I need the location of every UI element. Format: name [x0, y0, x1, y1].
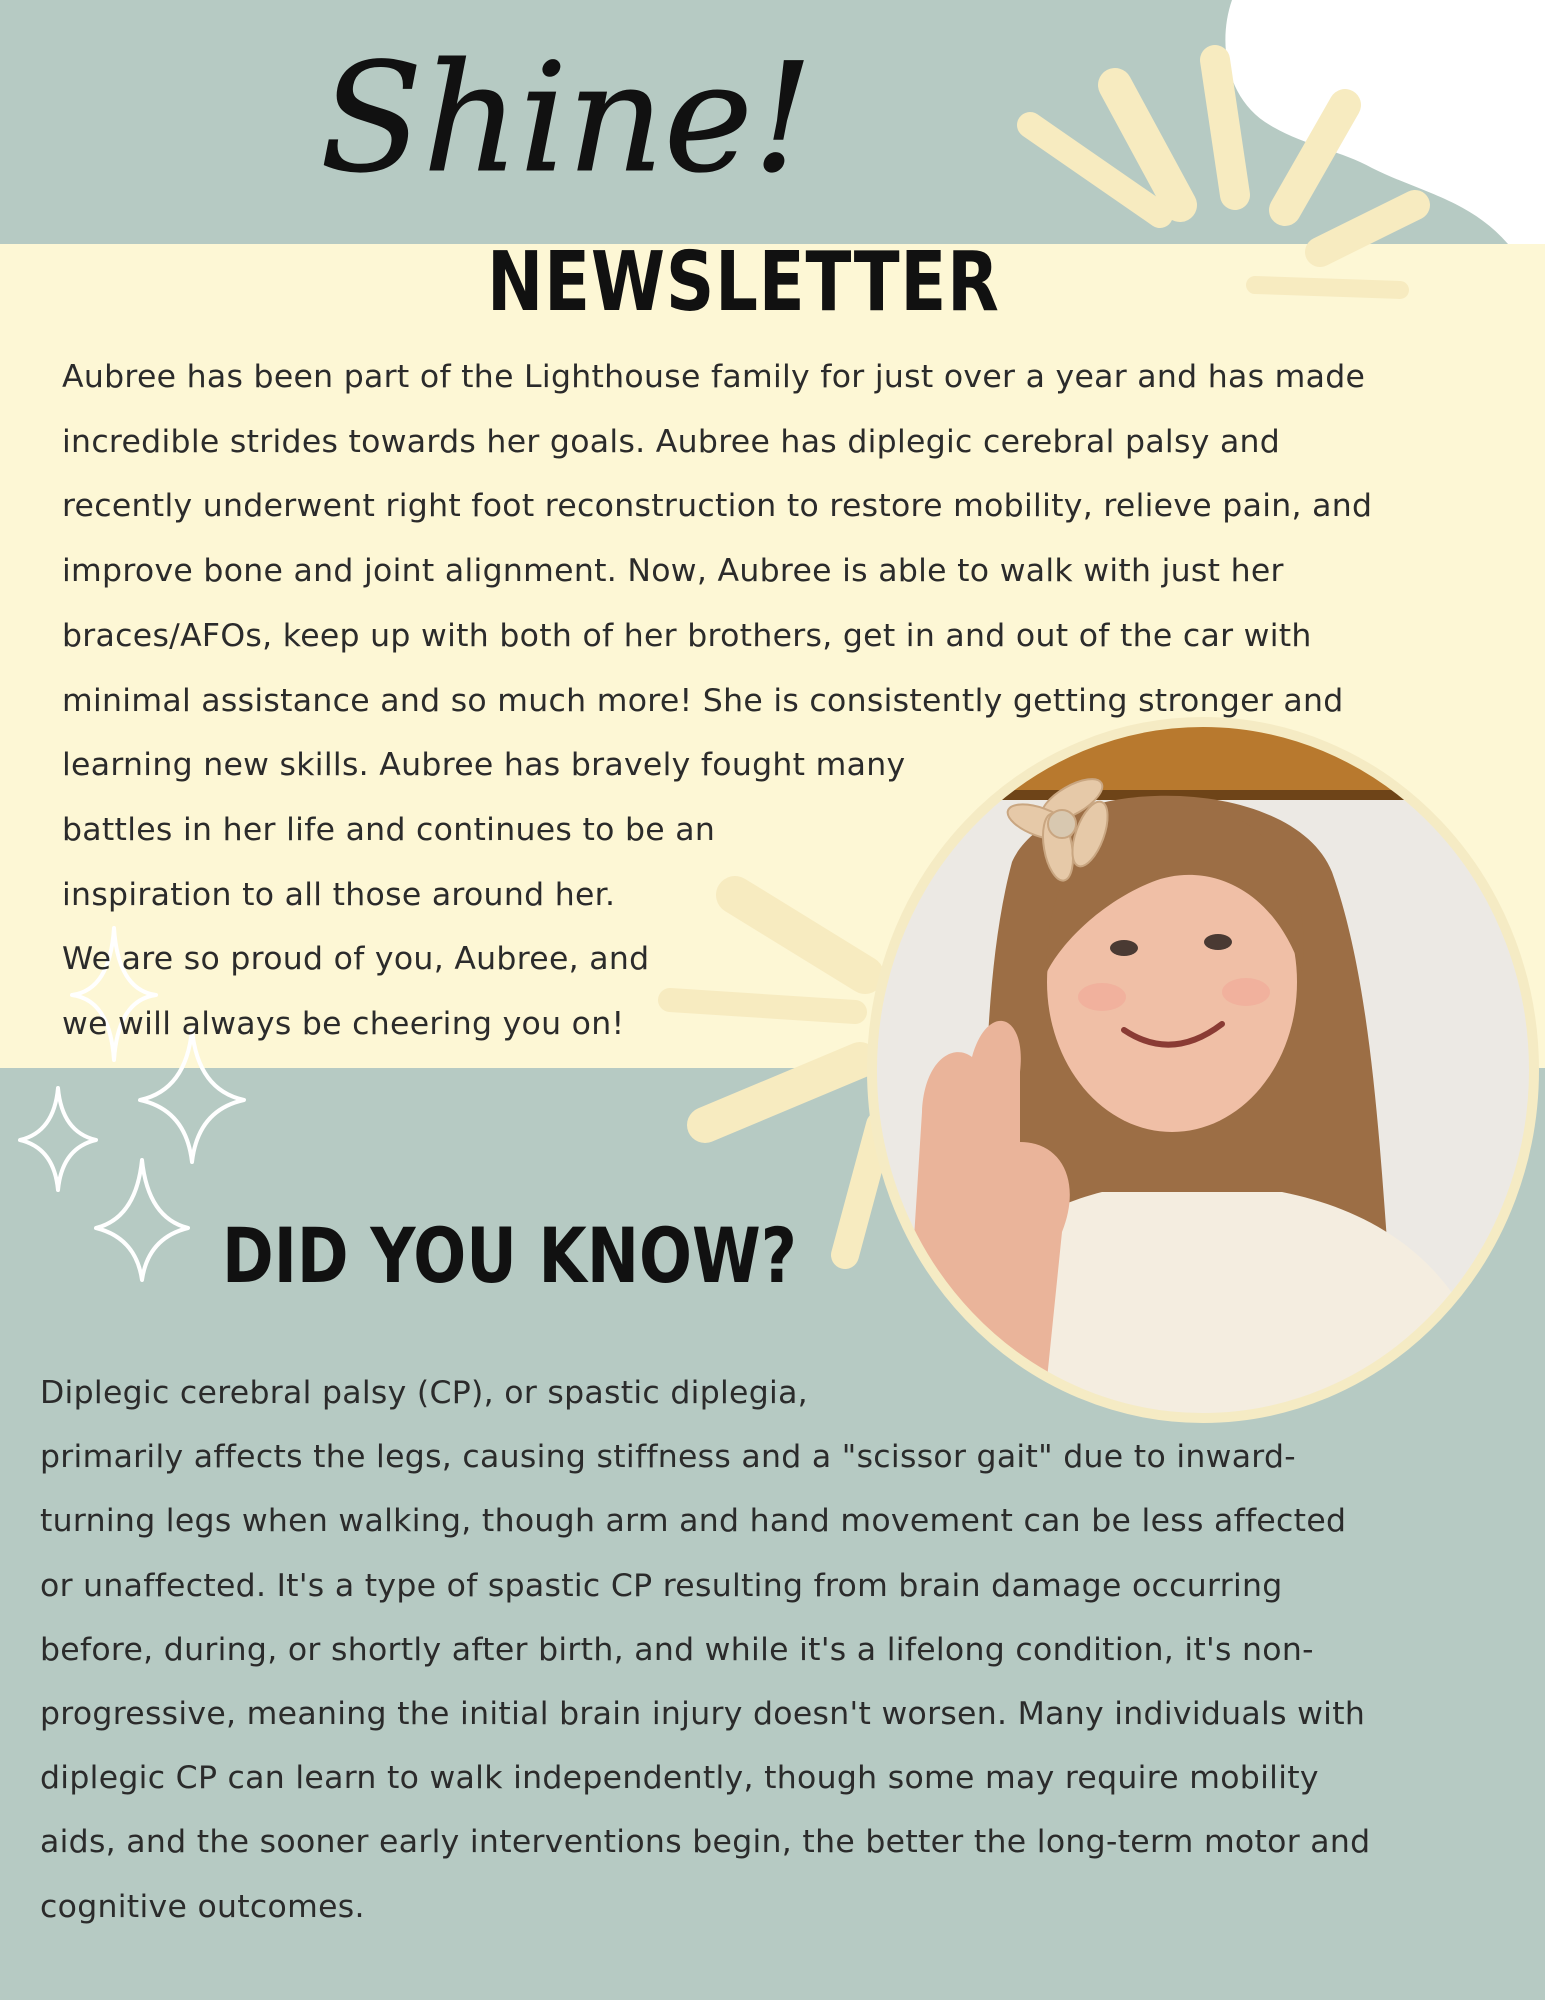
story-line: Aubree has been part of the Lighthouse family for just over a year and has made — [62, 359, 1366, 395]
fact-line: progressive, meaning the initial brain injury doesn't worsen. Many individuals with — [40, 1696, 1366, 1733]
did-you-know-heading: DID YOU KNOW? — [222, 1211, 797, 1300]
fact-line: diplegic CP can learn to walk independently, though some may require mobility — [40, 1760, 1319, 1797]
story-line: recently underwent right foot reconstruction to restore mobility, relieve pain, and — [62, 488, 1373, 525]
fact-line: or unaffected. It's a type of spastic CP resulting from brain damage occurring — [40, 1567, 1283, 1604]
story-line: learning new skills. Aubree has bravely fought many — [62, 747, 906, 784]
story-line: We are so proud of you, Aubree, and — [62, 941, 650, 978]
newsletter-heading: NEWSLETTER — [487, 235, 1000, 330]
sparkle-icon — [96, 1160, 188, 1280]
story-line: minimal assistance and so much more! She is consistently getting stronger and — [62, 682, 1344, 719]
fact-line: primarily affects the legs, causing stiffness and a "scissor gait" due to inward- — [40, 1439, 1296, 1476]
story-line: braces/AFOs, keep up with both of her brothers, get in and out of the car with — [62, 617, 1312, 654]
shine-title-logo — [300, 20, 940, 220]
portrait-photo — [862, 712, 1544, 1428]
fact-line: turning legs when walking, though arm and hand movement can be less affected — [40, 1503, 1347, 1540]
story-line: battles in her life and continues to be an — [62, 811, 716, 848]
story-line: incredible strides towards her goals. Aubree has diplegic cerebral palsy and — [62, 423, 1281, 460]
fact-line: Diplegic cerebral palsy (CP), or spastic diplegia, — [40, 1375, 809, 1411]
shine-title: Shine! — [320, 32, 813, 206]
fact-line: before, during, or shortly after birth, and while it's a lifelong condition, it's non- — [40, 1631, 1314, 1668]
sparkle-icon — [20, 1088, 96, 1190]
story-line: we will always be cheering you on! — [62, 1006, 625, 1043]
did-you-know-text — [40, 1361, 1520, 1939]
story-line: inspiration to all those around her. — [62, 876, 616, 913]
fact-line: aids, and the sooner early interventions begin, the better the long-term motor and — [40, 1824, 1371, 1861]
fact-line: cognitive outcomes. — [40, 1888, 365, 1925]
story-line: improve bone and joint alignment. Now, Aubree is able to walk with just her — [62, 553, 1284, 590]
